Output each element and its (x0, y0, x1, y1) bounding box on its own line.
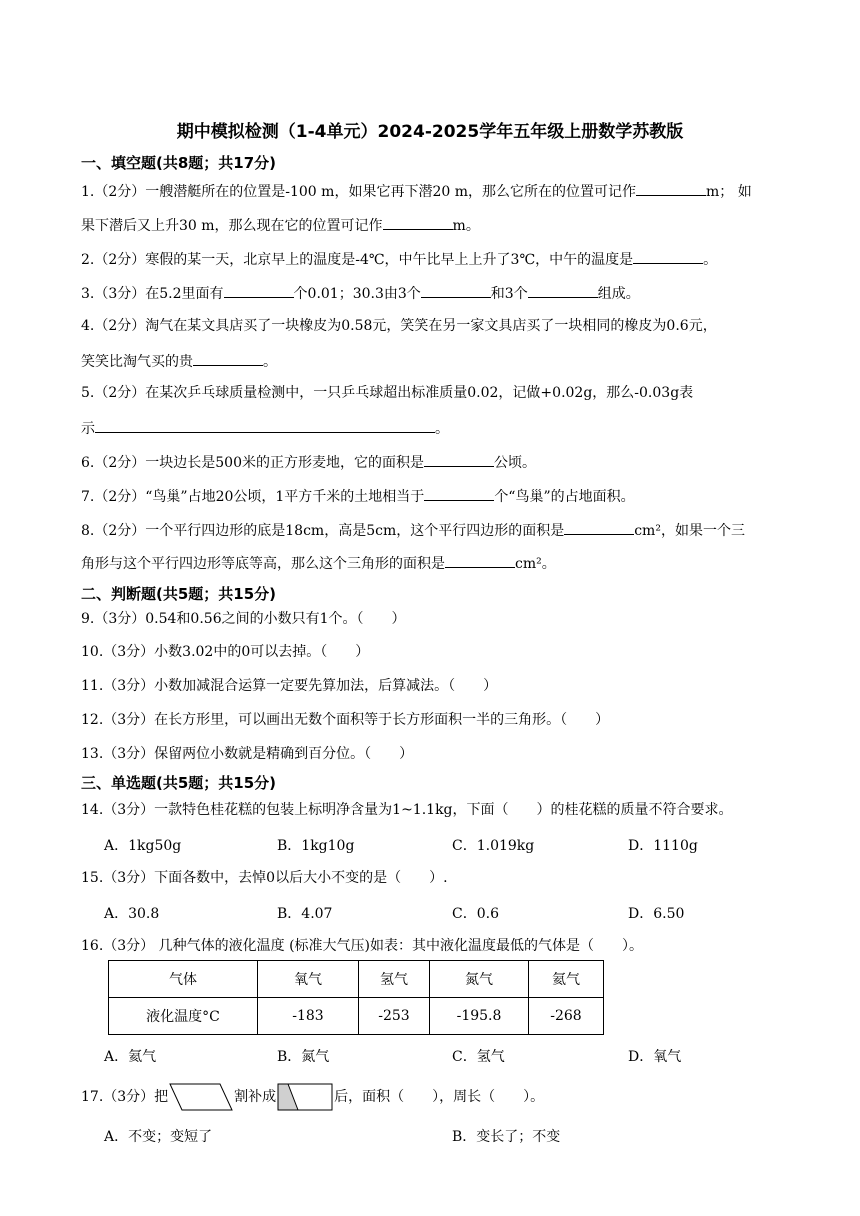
question-3 (81, 283, 640, 303)
q16-option-b[interactable]: B．氮气 (277, 1049, 330, 1065)
parallelogram-figure (168, 1083, 234, 1111)
question-16: 16.（3分） 几种气体的液化温度 (标准大气压)如表：其中液化温度最低的气体是（ ）。 (81, 938, 643, 954)
q6-unit: 公顷。 (494, 455, 536, 471)
q16-option-a[interactable]: A．氦气 (104, 1049, 157, 1065)
answer-blank[interactable] (383, 215, 453, 230)
question-15: 15.（3分）下面各数中，去悼0以后大小不变的是（ ）. (81, 870, 448, 886)
q8-text: 8.（2分）一个平行四边形的底是18cm，高是5cm，这个平行四边形的面积是 (81, 523, 565, 539)
answer-blank[interactable] (564, 520, 634, 535)
q8-unit: cm²。 (515, 556, 556, 572)
answer-blank[interactable] (528, 283, 598, 298)
table-cell: -268 (529, 998, 604, 1035)
q15-option-d[interactable]: D．6.50 (628, 906, 685, 922)
q3-text-2: 个0.01；30.3由3个 (293, 286, 421, 302)
q17-option-a[interactable]: A．不变；变短了 (104, 1129, 213, 1145)
answer-blank[interactable] (633, 249, 703, 264)
table-cell: 氦气 (529, 961, 604, 998)
answer-blank-long[interactable] (95, 418, 435, 433)
q15-option-b[interactable]: B．4.07 (277, 906, 333, 922)
q4-end: 。 (263, 354, 277, 370)
q17-text-2: 割补成 (234, 1089, 277, 1105)
cut-and-rearranged-rectangle-figure (276, 1083, 334, 1111)
answer-blank[interactable] (193, 351, 263, 366)
q7-text: 7.（2分）“鸟巢”占地20公顷，1平方千米的土地相当于 (81, 489, 425, 505)
answer-blank[interactable] (424, 452, 494, 467)
answer-blank[interactable] (224, 283, 294, 298)
table-cell: 液化温度°C (109, 998, 258, 1035)
table-cell: 氧气 (258, 961, 359, 998)
question-12: 12.（3分）在长方形里，可以画出无数个面积等于长方形面积一半的三角形。（ ） (81, 712, 610, 728)
table-row (109, 998, 604, 1035)
section-heading-single-choice: 三、单选题(共5题；共15分) (81, 774, 277, 792)
question-9: 9.（3分）0.54和0.56之间的小数只有1个。（ ） (81, 611, 406, 627)
question-10: 10.（3分）小数3.02中的0可以去掉。（ ） (81, 644, 370, 660)
q17-option-b[interactable]: B．变长了；不变 (452, 1129, 561, 1145)
q8-text-2: cm²，如果一个三 (634, 523, 745, 539)
question-1-line-2 (81, 215, 480, 235)
q8-text-3: 角形与这个平行四边形等底等高，那么这个三角形的面积是 (81, 556, 445, 572)
question-6 (81, 452, 536, 472)
question-14: 14.（3分）一款特色桂花糕的包装上标明净含量为1~1.1kg，下面（ ）的桂花糕的质量不符合要求。 (81, 802, 733, 818)
q17-text-3: 后，面积（ ），周长（ ）。 (334, 1089, 545, 1105)
q15-option-c[interactable]: C．0.6 (452, 906, 499, 922)
q5-text: 示 (81, 421, 95, 437)
q2-text: 2.（2分）寒假的某一天，北京早上的温度是-4℃，中午比早上上升了3℃，中午的温度是 (81, 252, 634, 268)
q6-text: 6.（2分）一块边长是500米的正方形麦地，它的面积是 (81, 455, 424, 471)
question-1-line-1 (81, 181, 752, 201)
table-cell: 气体 (109, 961, 258, 998)
question-8-line-2 (81, 553, 556, 573)
question-2 (81, 249, 717, 269)
question-13: 13.（3分）保留两位小数就是精确到百分位。（ ） (81, 746, 414, 762)
q3-text-3: 和3个 (490, 286, 528, 302)
answer-blank[interactable] (636, 181, 706, 196)
page-title: 期中模拟检测（1-4单元）2024-2025学年五年级上册数学苏教版 (176, 122, 684, 142)
q3-text-4: 组成。 (597, 286, 640, 302)
gas-liquefaction-table (108, 960, 604, 1035)
question-8-line-1 (81, 520, 745, 540)
answer-blank[interactable] (445, 553, 515, 568)
table-cell: 氮气 (430, 961, 529, 998)
q1-unit: m。 (452, 218, 480, 234)
q14-option-a[interactable]: A．1kg50g (104, 838, 182, 854)
q14-option-b[interactable]: B．1kg10g (277, 838, 355, 854)
answer-blank[interactable] (421, 283, 491, 298)
q17-text: 17.（3分）把 (81, 1089, 169, 1105)
answer-blank[interactable] (424, 486, 494, 501)
question-4-line-1: 4.（2分）淘气在某文具店买了一块橡皮为0.58元，笑笑在另一家文具店买了一块相同的橡皮为0.6元， (81, 318, 717, 334)
q16-option-c[interactable]: C．氢气 (452, 1049, 505, 1065)
q1-text-2: 果下潜后又上升30 m，那么现在它的位置可记作 (81, 218, 383, 234)
q15-option-a[interactable]: A．30.8 (104, 906, 160, 922)
q14-option-d[interactable]: D．1110g (628, 838, 698, 854)
section-heading-true-false: 二、判断题(共5题；共15分) (81, 585, 277, 603)
table-cell: -195.8 (430, 998, 529, 1035)
table-row (109, 961, 604, 998)
question-7 (81, 486, 635, 506)
table-cell: -183 (258, 998, 359, 1035)
question-5-line-1: 5.（2分）在某次乒乓球质量检测中，一只乒乓球超出标准质量0.02，记做+0.02g，那么-0.03g表 (81, 385, 694, 401)
q1-text: 1.（2分）一艘潜艇所在的位置是-100 m，如果它再下潜20 m，那么它所在的位置可记作 (81, 184, 636, 200)
table-cell: 氢气 (359, 961, 430, 998)
question-5-line-2 (81, 418, 449, 438)
section-heading-fill-in: 一、填空题(共8题；共17分) (81, 154, 277, 172)
q3-text: 3.（3分）在5.2里面有 (81, 286, 224, 302)
q7-text-2: 个“鸟巢”的占地面积。 (494, 489, 635, 505)
question-11: 11.（3分）小数加减混合运算一定要先算加法，后算减法。（ ） (81, 678, 498, 694)
q14-option-c[interactable]: C．1.019kg (452, 838, 535, 854)
table-cell: -253 (359, 998, 430, 1035)
q5-end: 。 (435, 421, 449, 437)
q16-option-d[interactable]: D．氧气 (628, 1049, 682, 1065)
q4-text: 笑笑比淘气买的贵 (81, 354, 193, 370)
q2-end: 。 (703, 252, 718, 268)
question-4-line-2 (81, 351, 277, 371)
question-17 (81, 1083, 544, 1111)
q1-text-tail: m； 如 (705, 184, 752, 200)
